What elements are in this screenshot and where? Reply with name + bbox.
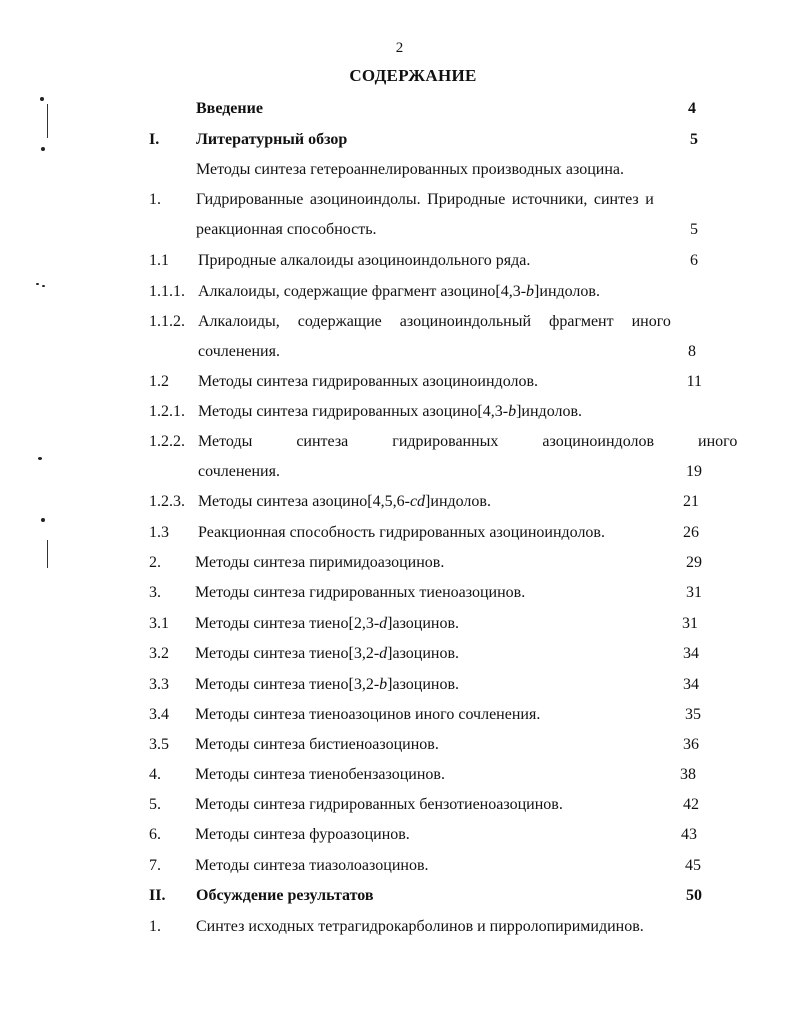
- toc-entry-text: Методы синтеза фуроазоцинов.: [195, 826, 410, 843]
- toc-entry-number: 3.2: [149, 645, 169, 662]
- toc-entry-text: Реакционная способность гидрированных азоциноиндолов.: [198, 524, 605, 541]
- scan-mark: [38, 457, 42, 460]
- toc-entry-text: Методы синтеза тиазолоазоцинов.: [195, 857, 429, 874]
- toc-entry-number: I.: [149, 131, 160, 148]
- toc-entry-page: 35: [685, 706, 701, 723]
- toc-entry-text: Синтез исходных тетрагидрокарболинов и пирролопиримидинов.: [196, 918, 644, 935]
- scan-mark: [47, 540, 48, 568]
- toc-entry-page: 50: [686, 887, 702, 904]
- toc-entry-page: 4: [688, 100, 696, 117]
- toc-entry-number: 1.: [149, 918, 161, 935]
- toc-entry-number: 4.: [149, 766, 161, 783]
- toc-entry-text: Методы синтеза тиено[3,2-d]азоцинов.: [195, 645, 460, 662]
- scan-mark: [47, 104, 48, 138]
- toc-entry-number: 5.: [149, 796, 161, 813]
- toc-entry-text: Обсуждение результатов: [196, 887, 374, 904]
- toc-entry-number: 7.: [149, 857, 161, 874]
- page-title: СОДЕРЖАНИЕ: [349, 66, 477, 85]
- toc-entry-page: 5: [690, 221, 698, 238]
- toc-entry-text: сочленения.: [198, 463, 280, 480]
- toc-entry-page: 45: [685, 857, 701, 874]
- scan-mark: [40, 97, 44, 101]
- toc-entry-text: Методы синтеза бистиеноазоцинов.: [195, 736, 439, 753]
- toc-entry-page: 5: [690, 131, 698, 148]
- toc-entry-page: 34: [683, 645, 699, 662]
- scan-mark: [41, 518, 45, 522]
- toc-entry-page: 8: [688, 343, 696, 360]
- toc-entry-text: Методы синтеза тиеноазоцинов иного сочленения.: [195, 706, 541, 723]
- toc-entry-text: Методы синтеза пиримидоазоцинов.: [195, 554, 445, 571]
- toc-entry-number: 3.4: [149, 706, 169, 723]
- toc-entry-number: 3.1: [149, 615, 169, 632]
- toc-entry-text: Алкалоиды, содержащие азоциноиндольный фрагмент иного: [198, 313, 671, 330]
- toc-entry-number: 2.: [149, 554, 161, 571]
- toc-entry-text: Алкалоиды, содержащие фрагмент азоцино[4,3-b]индолов.: [198, 283, 600, 300]
- toc-entry-number: 1.2.2.: [149, 433, 185, 450]
- toc-entry-text: Введение: [196, 100, 263, 117]
- toc-entry-page: 19: [686, 463, 702, 480]
- toc-entry-text: Гидрированные азоциноиндолы. Природные источники, синтез и: [196, 191, 654, 208]
- toc-entry-page: 36: [683, 736, 699, 753]
- toc-entry-page: 31: [686, 584, 702, 601]
- toc-entry-number: 1.2.3.: [149, 493, 185, 510]
- toc-entry-page: 34: [683, 676, 699, 693]
- toc-entry-number: 1.1.1.: [149, 283, 185, 300]
- toc-entry-page: 31: [682, 615, 698, 632]
- toc-entry-text: Методы синтеза гидрированных азоцино[4,3-b]индолов.: [198, 403, 583, 420]
- toc-entry-number: 1.1: [149, 252, 169, 269]
- toc-entry-text: Методы синтеза гидрированных азоциноиндолов иного: [198, 433, 738, 450]
- toc-entry-text: Методы синтеза тиенобензазоцинов.: [195, 766, 445, 783]
- toc-entry-number: 3.: [149, 584, 161, 601]
- toc-entry-number: 3.3: [149, 676, 169, 693]
- page-number: 2: [395, 40, 404, 56]
- toc-entry-page: 38: [680, 766, 696, 783]
- scan-mark: [36, 283, 39, 285]
- toc-entry-number: II.: [149, 887, 166, 904]
- toc-entry-page: 42: [683, 796, 699, 813]
- toc-entry-number: 1.2: [149, 373, 169, 390]
- toc-entry-page: 6: [690, 252, 698, 269]
- toc-entry-text: Методы синтеза тиено[3,2-b]азоцинов.: [195, 676, 460, 693]
- toc-entry-number: 3.5: [149, 736, 169, 753]
- toc-entry-page: 29: [686, 554, 702, 571]
- toc-entry-text: Методы синтеза гидрированных тиеноазоцинов.: [195, 584, 526, 601]
- toc-entry-page: 11: [686, 373, 702, 390]
- toc-entry-text: Литературный обзор: [196, 131, 348, 148]
- toc-entry-page: 43: [681, 826, 697, 843]
- toc-entry-text: реакционная способность.: [196, 221, 377, 238]
- scan-mark: [41, 147, 45, 151]
- toc-entry-number: 1.1.2.: [149, 313, 185, 330]
- scan-mark: [42, 285, 45, 287]
- toc-entry-number: 6.: [149, 826, 161, 843]
- toc-entry-page: 21: [683, 493, 699, 510]
- toc-entry-number: 1.: [149, 191, 161, 208]
- toc-entry-text: Методы синтеза гидрированных азоциноиндолов.: [198, 373, 539, 390]
- toc-entry-text: Методы синтеза азоцино[4,5,6-cd]индолов.: [198, 493, 491, 510]
- toc-entry-number: 1.2.1.: [149, 403, 185, 420]
- toc-entry-text: Методы синтеза гетероаннелированных производных азоцина.: [196, 161, 625, 178]
- toc-entry-text: Методы синтеза тиено[2,3-d]азоцинов.: [195, 615, 460, 632]
- toc-entry-text: сочленения.: [198, 343, 280, 360]
- toc-entry-text: Методы синтеза гидрированных бензотиеноазоцинов.: [195, 796, 563, 813]
- toc-entry-number: 1.3: [149, 524, 169, 541]
- toc-entry-page: 26: [683, 524, 699, 541]
- toc-entry-text: Природные алкалоиды азоциноиндольного ряда.: [198, 252, 531, 269]
